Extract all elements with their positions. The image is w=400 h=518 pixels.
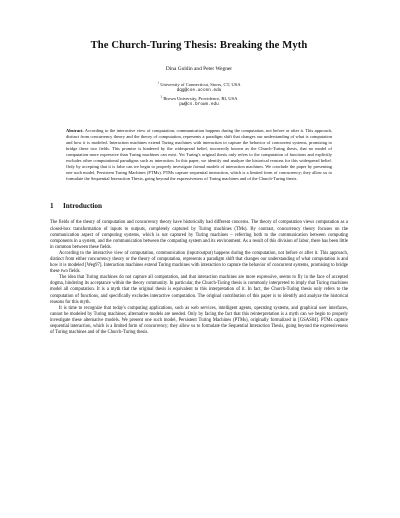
affiliation-mark: 2: [160, 94, 163, 99]
paper-authors: Dina Goldin and Peter Wegner: [165, 66, 233, 72]
affiliation-email: dqg@cse.uconn.edu: [176, 88, 222, 93]
affiliation-mark: 1: [157, 80, 160, 85]
section-heading: [50, 202, 348, 210]
section-number: 1: [50, 202, 54, 211]
affiliations: [50, 82, 348, 108]
abstract: [66, 128, 332, 182]
paragraph: It is time to recognize that today's computing applications, such as web services, intelligent agents, operating systems, and graphical user interfaces, cannot be modeled by Turing machines; alternative models are needed. Only by facing the fact that this reinterpretation is a myth can we begin to properly investigate these alternative models. We present one such model, Persistent Turing Machines (PTMs), originally formalized in [GSAS04]. PTMs capture sequential interaction, which is a limited form of concurrency; they allow us to formulate the Sequential Interaction Thesis, going beyond the expressiveness of Turing machines and of the Church-Turing thesis.: [50, 305, 348, 336]
paragraph: The fields of the theory of computation and concurrency theory have historically had different concerns. The theory of computation views computation as a closed-box transformation of inputs to outputs, completely captured by Turing machines (TMs). By contrast, concurrency theory focuses on the communication aspect of computing systems, which is not captured by Turing machines – referring both to the communication between computing components in a system, and the communication between the computing system and its environment. As a result of this division of labor, there has been little in common between these fields.: [50, 220, 348, 250]
affiliation-name: University of Connecticut, Storrs, CT, USA: [160, 82, 241, 87]
affiliation-name: Brown University, Providence, RI, USA: [163, 96, 238, 101]
section-body: [50, 220, 348, 336]
section-title: Introduction: [63, 202, 103, 211]
paragraph: According to the interactive view of computation, communication (input/output) happens during the computation, not before or after it. This approach, distinct from either concurrency theory or the theory of computation, represents a paradigm shift that changes our understanding of what computation is and how it is modeled [Weg97]. Interaction machines extend Turing machines with interaction to capture the behavior of concurrent systems, promising to bridge these two fields.: [50, 250, 348, 275]
abstract-label: Abstract.: [66, 128, 84, 133]
abstract-text: According to the interactive view of computation, communication happens during the computation, not before or after it. This approach, distinct from concurrency theory and the theory of computation, represents a paradigm shift that changes our understanding of what is computation and how it is modeled. Interaction machines extend Turing machines with interaction to capture the behavior of concurrent systems, promising to bridge these two fields. This promise is hindered by the widespread belief, incorrectly known as the Church-Turing thesis, that no model of computation more expressive than Turing machines can exist. Yet Turing's original thesis only refers to the computation of functions and explicitly excludes other computational paradigms such as interaction. In this paper, we identify and analyze the historical reasons for this widespread belief. Only by accepting that it is false can we begin to properly investigate formal models of interaction machines. We conclude the paper by presenting one such model, Persistent Turing Machines (PTMs). PTMs capture sequential interaction, which is a limited form of concurrency; they allow us to formulate the Sequential Interaction Thesis, going beyond the expressiveness of Turing machines and of the Church-Turing thesis.: [66, 128, 333, 182]
paragraph: The idea that Turing machines do not capture all computation, and that interaction machines are more expressive, seems to fly in the face of accepted dogma, hindering its acceptance within the theory community. In particular, the Church-Turing thesis is commonly interpreted to imply that Turing machines model all computation. It is a myth that the original thesis is equivalent to this interpretation of it. In fact, the Church-Turing thesis only refers to the computation of functions, and specifically excludes interactive computation. The original contribution of this paper is to identify and analyze the historical reasons for this myth.: [50, 275, 348, 305]
affiliation-email: pw@cs.brown.edu: [179, 102, 219, 107]
paper-title: The Church-Turing Thesis: Breaking the Myth: [90, 40, 308, 51]
